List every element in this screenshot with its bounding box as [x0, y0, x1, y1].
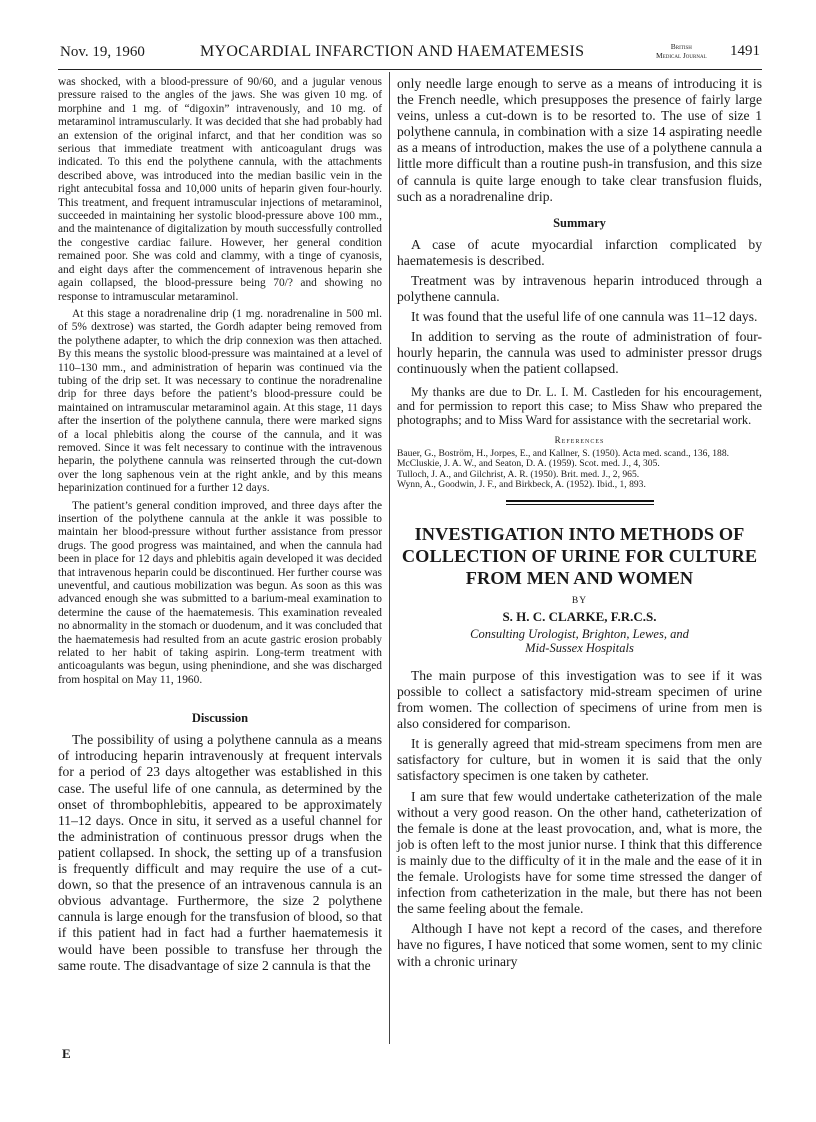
article-paragraph-3: I am sure that few would undertake catheterization of the male without a very good reason. On the other hand, catheterization of the female is done at the least provocation, and, what is more, the job is often left to the most junior nurse. I think that this difference is mainly due to the difficulty of it in the male and the ease of it in the female. Urologists have for some time stressed the danger of infection from catheterization in the male, but there has not been the same feeling about the female.	[397, 788, 762, 917]
continued-paragraph: only needle large enough to serve as a means of introducing it is the French needle, which presupposes the presence of fairly large veins, unless a cut-down is to be resorted to. The use of size 1 polythene cannula, in combination with a size 14 aspirating needle as a means of introduction, makes the use of a polythene cannula a little more difficult than a routine push-in transfusion, and this size of cannula is quite large enough to take clear transfusion fluids, such as a noradrenaline drip.	[397, 76, 762, 204]
running-title: MYOCARDIAL INFARCTION AND HAEMATEMESIS	[200, 43, 585, 60]
summary-paragraph-3: It was found that the useful life of one cannula was 11–12 days.	[411, 309, 758, 325]
article-title-line2: COLLECTION OF URINE FOR CULTURE	[401, 545, 758, 566]
summary-paragraph-1: A case of acute myocardial infarction complicated by haematemesis is described.	[397, 236, 762, 268]
running-header	[60, 42, 760, 66]
journal-name-line2: Medical Journal	[656, 51, 707, 60]
acknowledgment: My thanks are due to Dr. L. I. M. Castleden for his encouragement, and for permission to report this case; to Miss Shaw who prepared the photographs; and to Miss Ward for assistance with the secretarial work.	[397, 384, 762, 427]
left-column	[58, 76, 382, 974]
issue-date: Nov. 19, 1960	[60, 44, 145, 60]
case-paragraph-3: The patient’s general condition improved, and three days after the insertion of the polythene cannula at the ankle it was possible to maintain her blood-pressure without further assistance from pressor drugs. The good progress was maintained, and when the cannula had been in place for 12 days and phlebitis again developed it was decided that intravenous heparin could be discontinued. Her further course was uneventful, and cautious mobilization was begun. As soon as this was advanced enough she was submitted to a barium-meal examination to determine the cause of the haematemesis. This examination revealed no abnormality in the stomach or duodenum, and it was concluded that the haematemesis had resulted from an acute gastric erosion probably related to her habit of taking aspirin. Long-term treatment with anticoagulants was begun, using phenindione, and she was discharged from hospital on May 11, 1960.	[58, 499, 382, 686]
article-author: S. H. C. CLARKE, F.R.C.S.	[502, 608, 657, 624]
page-number: 1491	[730, 43, 760, 59]
reference-item: Bauer, G., Boström, H., Jorpes, E., and Kallner, S. (1950). Acta med. scand., 136, 188.	[397, 448, 730, 460]
byline-label: BY	[571, 595, 588, 606]
discussion-heading: Discussion	[191, 711, 249, 726]
affiliation-line1: Consulting Urologist, Brighton, Lewes, and	[470, 626, 689, 641]
journal-name-line1: British	[670, 42, 692, 51]
reference-item: McCluskie, J. A. W., and Seaton, D. A. (1959). Scot. med. J., 4, 305.	[397, 458, 660, 470]
case-paragraph-1: was shocked, with a blood-pressure of 90/60, and a jugular venous pressure raised to the angles of the jaws. She was given 10 mg. of morphine and 1 mg. of “digoxin” intravenously, and 10 mg. of metaraminol intramuscularly. It was decided that she had probably had an extension of the original infarct, and that her condition was so serious that immediate treatment with anticoagulant drugs was indicated. To this end the polythene cannula, with the attachments described above, was introduced into the median basilic vein in the right antecubital fossa and 10,000 units of heparin given four-hourly. This treatment, and frequent intramuscular injections of metaraminol, succeeded in maintaining her systolic blood-pressure above 100 mm., and the maintenance of digitalization by mouth successfully controlled the congestive cardiac failure. However, her general condition remained poor. She was cold and clammy, with a tinge of cyanosis, and eight days after the commencement of intravenous heparin she again collapsed, the blood-pressure being 70/? and showing no response to intramuscular metaraminol.	[58, 76, 382, 303]
affiliation-line2: Mid-Sussex Hospitals	[525, 641, 634, 656]
right-column	[397, 76, 762, 970]
article-title-line3: FROM MEN AND WOMEN	[465, 567, 694, 588]
article-title-line1: INVESTIGATION INTO METHODS OF	[414, 523, 745, 544]
case-paragraph-2: At this stage a noradrenaline drip (1 mg. noradrenaline in 500 ml. of 5% dextrose) was started, the Gordh adapter being removed from the polythene adapter, to which the drip connexion was then attached. By this means the systolic blood-pressure was maintained at a level of 110–130 mm., and administration of heparin was continued via the tubing of the drip set. It was necessary to continue the noradrenaline drip for three days before the patient’s blood-pressure could be maintained on intramuscular metaraminol again. At this stage, 11 days after the insertion of the polythene cannula, there were marked signs of a local phlebitis along the course of the cannula, and it was removed. Since it was felt necessary to continue with the intravenous heparin, the polythene cannula was reinserted through the cut-down over the long saphenous vein at the right ankle, and by this means heparinization continued for a further 12 days.	[58, 307, 382, 495]
author-affiliation	[397, 627, 762, 656]
article-body	[397, 668, 762, 970]
article-paragraph-1: The main purpose of this investigation was to see if it was possible to collect a satisfactory mid-stream specimen of urine from women. The collection of specimens of urine from men is also considered for comparison.	[397, 667, 762, 732]
journal-name	[656, 42, 707, 60]
discussion-paragraph: The possibility of using a polythene cannula as a means of introducing heparin intravenously at frequent intervals for a period of 23 days altogether was established in this case. The useful life of one cannula, as determined by the onset of thrombophlebitis, appeared to be approximately 11–12 days. Once in situ, it served as a useful channel for the administration of continuous pressor drugs when the patient collapsed. In shock, the setting up of a transfusion is frequently difficult and may require the use of a cut-down, so that the presence of an intravenous cannula is an obvious advantage. Furthermore, the size 2 polythene cannula is large enough for the transfusion of blood, so that if this patient had in fact had a further haematemesis it would have been possible to transfuse her through the same route. The disadvantage of size 2 cannula is that the	[58, 732, 382, 973]
article-paragraph-2: It is generally agreed that mid-stream specimens from men are satisfactory for culture, but in women it is said that the only satisfactory specimen is one taken by catheter.	[397, 736, 762, 784]
header-rule	[58, 69, 762, 70]
summary-heading: Summary	[553, 215, 606, 230]
signature-mark: E	[62, 1046, 71, 1061]
article-paragraph-4: Although I have not kept a record of the cases, and therefore have no figures, I have noticed that some women, sent to my clinic with a chronic urinary	[397, 921, 762, 969]
summary-paragraph-2: Treatment was by intravenous heparin introduced through a polythene cannula.	[397, 272, 762, 305]
references-heading: References	[554, 435, 605, 446]
article-title	[397, 523, 762, 589]
reference-item: Tulloch, J. A., and Gilchrist, A. R. (1950). Brit. med. J., 2, 965.	[397, 468, 640, 480]
article-separator	[506, 500, 654, 505]
reference-item: Wynn, A., Goodwin, J. F., and Birkbeck, A. (1952). Ibid., 1, 893.	[397, 478, 646, 490]
summary-paragraph-4: In addition to serving as the route of administration of four-hourly heparin, the cannula was used to administer pressor drugs continuously when the patient collapsed.	[397, 329, 762, 377]
column-divider	[389, 72, 390, 1044]
